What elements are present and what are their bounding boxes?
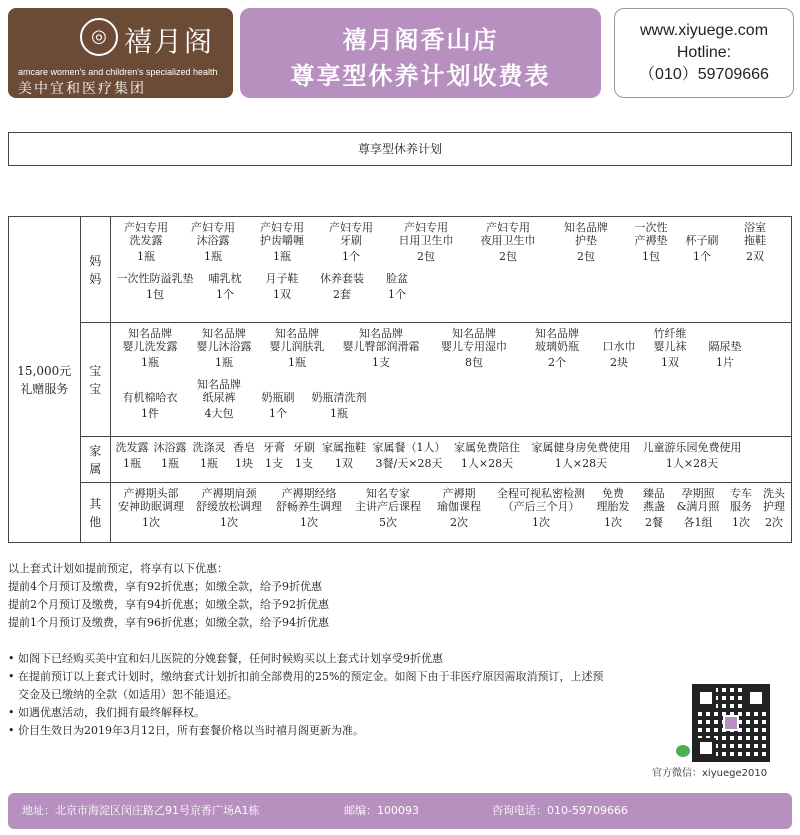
qr-finder [746,688,766,708]
item-names-row [113,272,789,285]
item-quantity: 2双 [746,250,764,263]
item-quantity: 1次 [142,516,160,529]
baby-row [9,323,792,437]
footer-postcode: 邮编：100093 [344,804,419,817]
item-name: 产褥期 瑜伽课程 [437,487,481,513]
item-name: 产妇专用 沐浴露 [191,221,235,247]
item-name: 全程可视私密检测 （产后三个月） [497,487,585,513]
item-name: 竹纤维 婴儿袜 [653,327,687,353]
wechat-account: 官方微信：xiyuege2010 [652,768,768,779]
contact-box [614,8,794,98]
item-quantity: 1瓶 [215,356,233,369]
category-label: 宝宝 [89,363,102,396]
wechat-icon [676,745,690,757]
item-name: 洗头 护理 [763,487,785,513]
item-quantity: 4大包 [204,407,234,420]
note-item: • 如阁下已经购买美中宜和妇儿医院的分娩套餐，任何时候购买以上套式计划享受9折优惠 [8,652,443,665]
discount-intro: 以上套式计划如提前预定，将享有以下优惠： [8,562,228,575]
item-quantity: 1瓶 [200,457,218,470]
logo-group-name: 美中宜和医疗集团 [18,81,146,97]
logo-english: amcare women's and children's specialized health [18,67,218,77]
item-quantity: 1支 [372,356,390,369]
logo-mark-icon: ◎ [80,18,118,56]
item-quantities-row [113,250,789,264]
item-quantity: 1瓶 [330,407,348,420]
item-name: 产褥期头部 安神助眠调理 [118,487,184,513]
item-name: 隔尿垫 [708,340,742,353]
item-name: 沐浴露 [153,441,187,454]
item-names-row [113,378,789,404]
item-names-row [113,327,789,353]
item-name: 家属健身房免费使用 [531,441,631,454]
item-quantity: 1个 [269,407,287,420]
item-quantity: 1块 [235,457,253,470]
category-family [80,437,110,483]
category-mother [80,217,110,323]
item-quantity: 5次 [379,516,397,529]
item-name: 洗涤灵 [192,441,226,454]
item-name: 休养套装 [320,272,364,285]
item-quantity: 1瓶 [137,250,155,263]
item-name: 杯子刷 [685,234,719,247]
discount-line: 提前1个月预订及缴费，享有96折优惠；如缴全款，给予94折优惠 [8,616,329,629]
item-name: 牙刷 [293,441,315,454]
hotline-label: Hotline: [676,44,732,61]
item-name: 香皂 [233,441,255,454]
item-quantity: 1件 [141,407,159,420]
item-quantity: 2包 [577,250,595,263]
item-names-row [113,487,789,513]
item-name: 知名品牌 纸尿裤 [197,378,241,404]
item-names-row [113,441,789,454]
item-name: 家属拖鞋 [322,441,366,454]
item-name: 知名品牌 玻璃奶瓶 [535,327,579,353]
item-quantity: 1次 [300,516,318,529]
item-quantity: 1次 [220,516,238,529]
item-name: 产妇专用 护齿嚼喱 [260,221,304,247]
item-name: 洗发露 [115,441,149,454]
item-name: 专车 服务 [730,487,752,513]
item-quantity: 2块 [610,356,628,369]
item-quantity: 1瓶 [123,457,141,470]
item-quantity: 1次 [532,516,550,529]
note-text: 在提前预订以上套式计划时，缴纳套式计划折扣前全部费用的25%的预定金。如阁下由于非医疗原因需取消预订，上述预交金及已缴纳的全款（如适用）恕不能退还。 [18,670,604,701]
item-name: 免费 理胎发 [596,487,630,513]
family-row [9,437,792,483]
item-name: 产褥期肩颈 舒缓放松调理 [196,487,262,513]
item-name: 一次性 产褥垫 [634,221,668,247]
item-quantity: 1双 [335,457,353,470]
item-quantity: 3餐/天×28天 [375,457,443,470]
item-name: 知名品牌 护垫 [564,221,608,247]
note-item: • 如遇优惠活动，我们拥有最终解释权。 [8,706,205,719]
item-quantity: 1个 [216,288,234,301]
item-quantity: 2次 [450,516,468,529]
footer [8,793,792,829]
item-name: 浴室 拖鞋 [744,221,766,247]
store-title: 禧月阁香山店 [342,26,499,54]
note-text: 如阁下已经购买美中宜和妇儿医院的分娩套餐，任何时候购买以上套式计划享受9折优惠 [18,652,443,665]
service-price: 15,000元 [17,363,72,378]
item-quantities-row [113,516,789,530]
item-name: 产妇专用 夜用卫生巾 [480,221,536,247]
item-quantity: 1双 [273,288,291,301]
item-name: 月子鞋 [265,272,299,285]
mother-row [9,217,792,323]
item-name: 口水巾 [602,340,636,353]
other-items [111,483,792,543]
item-name: 知名品牌 婴儿臀部润滑霜 [342,327,420,353]
baby-items [111,323,792,437]
website-link[interactable]: www.xiyuege.com [639,22,769,39]
mother-items [111,217,792,323]
title-box [240,8,601,98]
item-name: 奶瓶刷 [261,391,295,404]
item-quantity: 1瓶 [288,356,306,369]
page-title: 尊享型休养计划收费表 [290,62,551,90]
item-quantity: 1瓶 [161,457,179,470]
item-name: 产褥期经络 舒畅养生调理 [276,487,342,513]
item-quantity: 1次 [604,516,622,529]
item-names-row [113,221,789,247]
item-quantity: 1瓶 [204,250,222,263]
item-quantity: 1双 [661,356,679,369]
item-quantity: 1瓶 [273,250,291,263]
service-label: 礼赠服务 [20,381,69,396]
note-text: 如遇优惠活动，我们拥有最终解释权。 [18,706,205,719]
item-quantity: 1人×28天 [554,457,608,470]
footer-address: 地址：北京市海淀区闵庄路乙91号京香广场A1栋 [22,804,260,817]
item-quantity: 1包 [146,288,164,301]
item-name: 家属餐（1人） [372,441,446,454]
item-name: 脸盆 [386,272,408,285]
item-name: 知名专家 主讲产后课程 [355,487,421,513]
service-cell [9,217,81,543]
other-row [9,483,792,543]
item-name: 奶瓶清洗剂 [311,391,367,404]
hotline-number: （010）59709666 [639,66,769,83]
fee-table [8,216,792,543]
category-label: 妈妈 [89,253,102,286]
family-items [111,437,792,483]
item-name: 产妇专用 牙刷 [329,221,373,247]
category-other [80,483,110,543]
note-text: 价目生效日为2019年3月12日，所有套餐价格以当时禧月阁更新为准。 [18,724,364,737]
category-label: 家属 [89,443,102,476]
item-quantity: 2个 [548,356,566,369]
qr-finder [696,688,716,708]
discount-line: 提前2个月预订及缴费，享有94折优惠；如缴全款，给予92折优惠 [8,598,329,611]
item-quantity: 2餐 [645,516,663,529]
item-quantity: 1个 [693,250,711,263]
item-quantity: 1包 [642,250,660,263]
item-quantity: 2次 [765,516,783,529]
item-name: 家属免费陪住 [454,441,520,454]
item-quantity: 1片 [716,356,734,369]
item-quantity: 1人×28天 [460,457,514,470]
notes-section [8,650,608,740]
item-quantity: 1人×28天 [665,457,719,470]
note-item: • 在提前预订以上套式计划时，缴纳套式计划折扣前全部费用的25%的预定金。如阁下由于非医疗原因需取消预订，上述预交金及已缴纳的全款（如适用）恕不能退还。 [8,670,604,701]
item-quantities-row [113,407,789,421]
category-label: 其他 [89,496,102,529]
item-name: 孕期照 &满月照 [676,487,720,513]
item-quantity: 1支 [295,457,313,470]
category-baby [80,323,110,437]
item-name: 臻品 燕盏 [643,487,665,513]
qr-finder [696,738,716,758]
item-name: 知名品牌 婴儿洗发露 [122,327,178,353]
item-quantity: 1瓶 [141,356,159,369]
discount-line: 提前4个月预订及缴费，享有92折优惠；如缴全款，给予9折优惠 [8,580,322,593]
item-name: 牙膏 [263,441,285,454]
item-quantities-row [113,356,789,370]
item-quantities-row [113,457,789,471]
discount-section [8,560,329,632]
item-quantity: 2套 [333,288,351,301]
note-item: • 价目生效日为2019年3月12日，所有套餐价格以当时禧月阁更新为准。 [8,724,364,737]
plan-title: 尊享型休养计划 [8,132,792,166]
qr-code-icon [692,684,770,762]
item-name: 有机棉哈衣 [122,391,178,404]
logo-name: 禧月阁 [124,25,215,58]
item-quantities-row [113,288,789,302]
item-quantity: 2包 [417,250,435,263]
item-quantity: 1个 [388,288,406,301]
footer-phone: 咨询电话：010-59709666 [492,804,628,817]
item-quantity: 1支 [265,457,283,470]
brand-logo-box [8,8,233,98]
item-name: 一次性防溢乳垫 [116,272,194,285]
qr-logo [723,715,739,731]
item-name: 儿童游乐园免费使用 [642,441,742,454]
item-quantity: 8包 [465,356,483,369]
item-name: 产妇专用 洗发露 [124,221,168,247]
item-name: 哺乳枕 [208,272,242,285]
item-quantity: 1次 [732,516,750,529]
item-name: 知名品牌 婴儿专用湿巾 [441,327,507,353]
header [8,8,792,100]
item-name: 知名品牌 婴儿润肤乳 [269,327,325,353]
item-name: 产妇专用 日用卫生巾 [398,221,454,247]
item-name: 知名品牌 婴儿沐浴露 [196,327,252,353]
item-quantity: 各1组 [683,516,713,529]
item-quantity: 2包 [499,250,517,263]
item-quantity: 1个 [342,250,360,263]
